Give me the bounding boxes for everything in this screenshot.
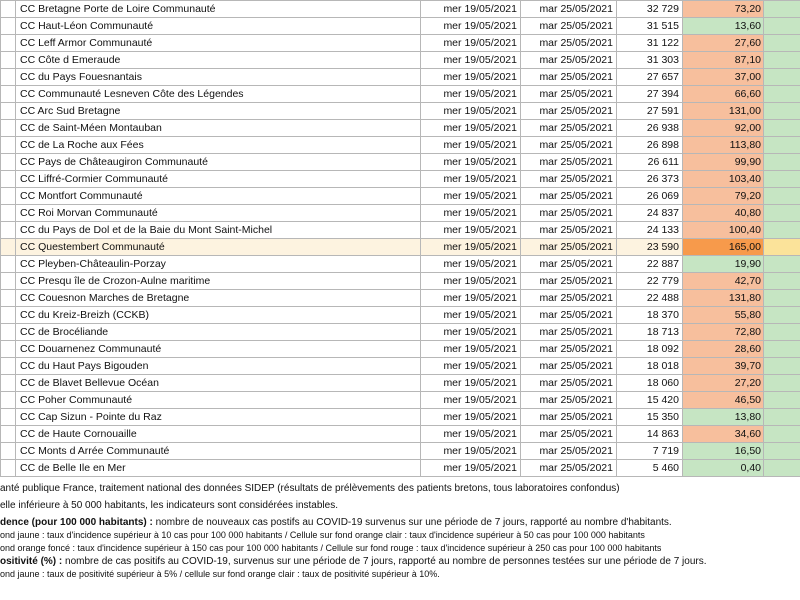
positivity-cell [764,18,800,35]
population-cell: 27 591 [617,103,683,120]
row-index-cell [1,426,16,443]
start-date-cell: mer 19/05/2021 [421,69,521,86]
epci-name-cell: CC Leff Armor Communauté [16,35,421,52]
row-index-cell [1,392,16,409]
start-date-cell: mer 19/05/2021 [421,324,521,341]
population-cell: 31 122 [617,35,683,52]
positivity-cell [764,392,800,409]
population-cell: 26 898 [617,137,683,154]
incidence-cell: 72,80 [683,324,764,341]
positivity-cell [764,290,800,307]
row-index-cell [1,120,16,137]
start-date-cell: mer 19/05/2021 [421,375,521,392]
population-cell: 26 069 [617,188,683,205]
epci-name-cell: CC de Belle Ile en Mer [16,460,421,477]
row-index-cell [1,154,16,171]
positivity-cell [764,154,800,171]
epci-name-cell: CC de Saint-Méen Montauban [16,120,421,137]
positivity-cell [764,69,800,86]
incidence-title: dence (pour 100 000 habitants) : [0,517,153,528]
positivity-cell [764,1,800,18]
positivity-cell [764,188,800,205]
row-index-cell [1,52,16,69]
start-date-cell: mer 19/05/2021 [421,426,521,443]
start-date-cell: mer 19/05/2021 [421,256,521,273]
row-index-cell [1,222,16,239]
positivity-scale: ond jaune : taux de positivité supérieur à 5% / cellule sur fond orange clair : taux de positivité supérieur à 10%. [0,569,440,579]
incidence-cell: 16,50 [683,443,764,460]
positivity-cell [764,256,800,273]
incidence-cell: 37,00 [683,69,764,86]
positivity-text: nombre de cas positifs au COVID-19, survenus sur une période de 7 jours, rapporté au nombre de personnes testées sur une période de 7 jours. [65,556,707,567]
end-date-cell: mar 25/05/2021 [521,460,617,477]
start-date-cell: mer 19/05/2021 [421,443,521,460]
epci-name-cell: CC Douarnenez Communauté [16,341,421,358]
positivity-cell [764,137,800,154]
incidence-cell: 27,60 [683,35,764,52]
start-date-cell: mer 19/05/2021 [421,1,521,18]
epci-name-cell: CC Montfort Communauté [16,188,421,205]
positivity-cell [764,307,800,324]
positivity-cell [764,239,800,256]
notes-section [0,482,800,581]
incidence-cell: 99,90 [683,154,764,171]
positivity-cell [764,222,800,239]
epci-name-cell: CC de Blavet Bellevue Océan [16,375,421,392]
incidence-definition [0,516,800,529]
epci-name-cell: CC Haut-Léon Communauté [16,18,421,35]
epci-name-cell: CC Arc Sud Bretagne [16,103,421,120]
start-date-cell: mer 19/05/2021 [421,120,521,137]
row-index-cell [1,86,16,103]
row-index-cell [1,358,16,375]
end-date-cell: mar 25/05/2021 [521,256,617,273]
population-cell: 31 515 [617,18,683,35]
epci-name-cell: CC Poher Communauté [16,392,421,409]
positivity-cell [764,86,800,103]
table-row[interactable] [1,392,800,409]
epci-name-cell: CC du Haut Pays Bigouden [16,358,421,375]
incidence-cell: 42,70 [683,273,764,290]
population-cell: 7 719 [617,443,683,460]
positivity-cell [764,171,800,188]
population-cell: 18 060 [617,375,683,392]
end-date-cell: mar 25/05/2021 [521,188,617,205]
positivity-cell [764,409,800,426]
end-date-cell: mar 25/05/2021 [521,86,617,103]
end-date-cell: mar 25/05/2021 [521,120,617,137]
population-cell: 26 938 [617,120,683,137]
end-date-cell: mar 25/05/2021 [521,324,617,341]
incidence-cell: 39,70 [683,358,764,375]
population-cell: 26 611 [617,154,683,171]
table-row[interactable] [1,324,800,341]
incidence-cell: 131,00 [683,103,764,120]
start-date-cell: mer 19/05/2021 [421,52,521,69]
start-date-cell: mer 19/05/2021 [421,205,521,222]
table-row[interactable] [1,409,800,426]
epci-name-cell: CC de La Roche aux Fées [16,137,421,154]
start-date-cell: mer 19/05/2021 [421,392,521,409]
table-row[interactable] [1,35,800,52]
population-cell: 32 729 [617,1,683,18]
incidence-text: nombre de nouveaux cas postifs au COVID-19 survenus sur une période de 7 jours, rapporté au nombre d'habitants. [155,517,672,528]
end-date-cell: mar 25/05/2021 [521,290,617,307]
row-index-cell [1,256,16,273]
epci-name-cell: CC du Pays de Dol et de la Baie du Mont Saint-Michel [16,222,421,239]
incidence-cell: 55,80 [683,307,764,324]
epci-name-cell: CC Cap Sizun - Pointe du Raz [16,409,421,426]
end-date-cell: mar 25/05/2021 [521,171,617,188]
start-date-cell: mer 19/05/2021 [421,154,521,171]
table-row[interactable] [1,120,800,137]
end-date-cell: mar 25/05/2021 [521,239,617,256]
positivity-cell [764,375,800,392]
incidence-cell: 46,50 [683,392,764,409]
positivity-cell [764,324,800,341]
table-row[interactable] [1,188,800,205]
start-date-cell: mer 19/05/2021 [421,171,521,188]
population-cell: 18 713 [617,324,683,341]
start-date-cell: mer 19/05/2021 [421,86,521,103]
epci-name-cell: CC Questembert Communauté [16,239,421,256]
end-date-cell: mar 25/05/2021 [521,307,617,324]
table-row[interactable] [1,103,800,120]
start-date-cell: mer 19/05/2021 [421,273,521,290]
end-date-cell: mar 25/05/2021 [521,137,617,154]
instability-note: elle inférieure à 50 000 habitants, les indicateurs sont considérées instables. [0,500,338,511]
table-row[interactable] [1,222,800,239]
end-date-cell: mar 25/05/2021 [521,69,617,86]
start-date-cell: mer 19/05/2021 [421,239,521,256]
positivity-cell [764,273,800,290]
epci-name-cell: CC Presqu île de Crozon-Aulne maritime [16,273,421,290]
positivity-cell [764,103,800,120]
positivity-cell [764,426,800,443]
start-date-cell: mer 19/05/2021 [421,222,521,239]
end-date-cell: mar 25/05/2021 [521,35,617,52]
epci-name-cell: CC Pleyben-Châteaulin-Porzay [16,256,421,273]
start-date-cell: mer 19/05/2021 [421,409,521,426]
table-row[interactable] [1,171,800,188]
row-index-cell [1,69,16,86]
population-cell: 15 420 [617,392,683,409]
epci-name-cell: CC de Brocéliande [16,324,421,341]
table-row[interactable] [1,443,800,460]
table-row[interactable] [1,239,800,256]
row-index-cell [1,1,16,18]
row-index-cell [1,205,16,222]
positivity-cell [764,35,800,52]
positivity-cell [764,120,800,137]
end-date-cell: mar 25/05/2021 [521,273,617,290]
end-date-cell: mar 25/05/2021 [521,375,617,392]
row-index-cell [1,443,16,460]
table-row[interactable] [1,341,800,358]
population-cell: 18 018 [617,358,683,375]
epci-name-cell: CC Couesnon Marches de Bretagne [16,290,421,307]
table-row[interactable] [1,273,800,290]
end-date-cell: mar 25/05/2021 [521,205,617,222]
positivity-cell [764,358,800,375]
end-date-cell: mar 25/05/2021 [521,358,617,375]
source-note: anté publique France, traitement national des données SIDEP (résultats de prélèvements des patients bretons, tous laboratoires confondus) [0,483,620,494]
incidence-cell: 28,60 [683,341,764,358]
table-row[interactable] [1,290,800,307]
incidence-cell: 40,80 [683,205,764,222]
population-cell: 31 303 [617,52,683,69]
epci-name-cell: CC Pays de Châteaugiron Communauté [16,154,421,171]
population-cell: 18 092 [617,341,683,358]
start-date-cell: mer 19/05/2021 [421,358,521,375]
end-date-cell: mar 25/05/2021 [521,18,617,35]
incidence-cell: 100,40 [683,222,764,239]
incidence-cell: 13,60 [683,18,764,35]
row-index-cell [1,137,16,154]
epci-name-cell: CC du Kreiz-Breizh (CCKB) [16,307,421,324]
epci-name-cell: CC du Pays Fouesnantais [16,69,421,86]
row-index-cell [1,103,16,120]
positivity-cell [764,52,800,69]
incidence-cell: 79,20 [683,188,764,205]
incidence-cell: 92,00 [683,120,764,137]
table-row[interactable] [1,69,800,86]
population-cell: 15 350 [617,409,683,426]
population-cell: 24 133 [617,222,683,239]
row-index-cell [1,18,16,35]
population-cell: 18 370 [617,307,683,324]
epci-name-cell: CC Bretagne Porte de Loire Communauté [16,1,421,18]
end-date-cell: mar 25/05/2021 [521,154,617,171]
population-cell: 26 373 [617,171,683,188]
row-index-cell [1,239,16,256]
end-date-cell: mar 25/05/2021 [521,341,617,358]
start-date-cell: mer 19/05/2021 [421,460,521,477]
positivity-cell [764,460,800,477]
row-index-cell [1,341,16,358]
end-date-cell: mar 25/05/2021 [521,103,617,120]
positivity-title: ositivité (%) : [0,556,63,567]
start-date-cell: mer 19/05/2021 [421,188,521,205]
end-date-cell: mar 25/05/2021 [521,426,617,443]
row-index-cell [1,324,16,341]
start-date-cell: mer 19/05/2021 [421,18,521,35]
row-index-cell [1,460,16,477]
table-row[interactable] [1,205,800,222]
incidence-cell: 87,10 [683,52,764,69]
row-index-cell [1,290,16,307]
positivity-cell [764,205,800,222]
table-body [1,1,800,477]
epci-name-cell: CC Communauté Lesneven Côte des Légendes [16,86,421,103]
start-date-cell: mer 19/05/2021 [421,35,521,52]
table-row[interactable] [1,307,800,324]
table-row[interactable] [1,256,800,273]
table-row[interactable] [1,18,800,35]
row-index-cell [1,409,16,426]
incidence-cell: 103,40 [683,171,764,188]
epci-name-cell: CC de Haute Cornouaille [16,426,421,443]
incidence-scale-2: ond orange foncé : taux d'incidence supérieur à 150 cas pour 100 000 habitants / Cellule sur fond rouge : taux d'incidence supérieur à 250 cas pour 100 000 habitants [0,543,662,553]
table-row[interactable] [1,426,800,443]
end-date-cell: mar 25/05/2021 [521,443,617,460]
population-cell: 27 657 [617,69,683,86]
row-index-cell [1,307,16,324]
incidence-cell: 165,00 [683,239,764,256]
positivity-cell [764,341,800,358]
table-row[interactable] [1,52,800,69]
epci-name-cell: CC Côte d Emeraude [16,52,421,69]
epci-name-cell: CC Roi Morvan Communauté [16,205,421,222]
incidence-cell: 0,40 [683,460,764,477]
row-index-cell [1,171,16,188]
end-date-cell: mar 25/05/2021 [521,52,617,69]
population-cell: 14 863 [617,426,683,443]
incidence-cell: 131,80 [683,290,764,307]
row-index-cell [1,35,16,52]
table-row[interactable] [1,375,800,392]
epci-name-cell: CC Monts d Arrée Communauté [16,443,421,460]
population-cell: 22 488 [617,290,683,307]
population-cell: 23 590 [617,239,683,256]
start-date-cell: mer 19/05/2021 [421,307,521,324]
positivity-definition [0,555,800,568]
population-cell: 24 837 [617,205,683,222]
population-cell: 22 779 [617,273,683,290]
incidence-cell: 73,20 [683,1,764,18]
incidence-scale-1: ond jaune : taux d'incidence supérieur à 10 cas pour 100 000 habitants / Cellule sur fond orange clair : taux d'incidence supérieur à 50 cas pour 100 000 habitants [0,530,645,540]
incidence-cell: 34,60 [683,426,764,443]
end-date-cell: mar 25/05/2021 [521,222,617,239]
positivity-cell [764,443,800,460]
end-date-cell: mar 25/05/2021 [521,1,617,18]
incidence-cell: 27,20 [683,375,764,392]
incidence-cell: 13,80 [683,409,764,426]
epci-name-cell: CC Liffré-Cormier Communauté [16,171,421,188]
table-row[interactable] [1,358,800,375]
table-row[interactable] [1,86,800,103]
end-date-cell: mar 25/05/2021 [521,392,617,409]
start-date-cell: mer 19/05/2021 [421,137,521,154]
incidence-cell: 113,80 [683,137,764,154]
table-row[interactable] [1,154,800,171]
start-date-cell: mer 19/05/2021 [421,103,521,120]
start-date-cell: mer 19/05/2021 [421,341,521,358]
incidence-cell: 19,90 [683,256,764,273]
table-row[interactable] [1,1,800,18]
population-cell: 22 887 [617,256,683,273]
table-row[interactable] [1,137,800,154]
end-date-cell: mar 25/05/2021 [521,409,617,426]
population-cell: 5 460 [617,460,683,477]
row-index-cell [1,375,16,392]
start-date-cell: mer 19/05/2021 [421,290,521,307]
row-index-cell [1,273,16,290]
incidence-cell: 66,60 [683,86,764,103]
table-row[interactable] [1,460,800,477]
population-cell: 27 394 [617,86,683,103]
row-index-cell [1,188,16,205]
